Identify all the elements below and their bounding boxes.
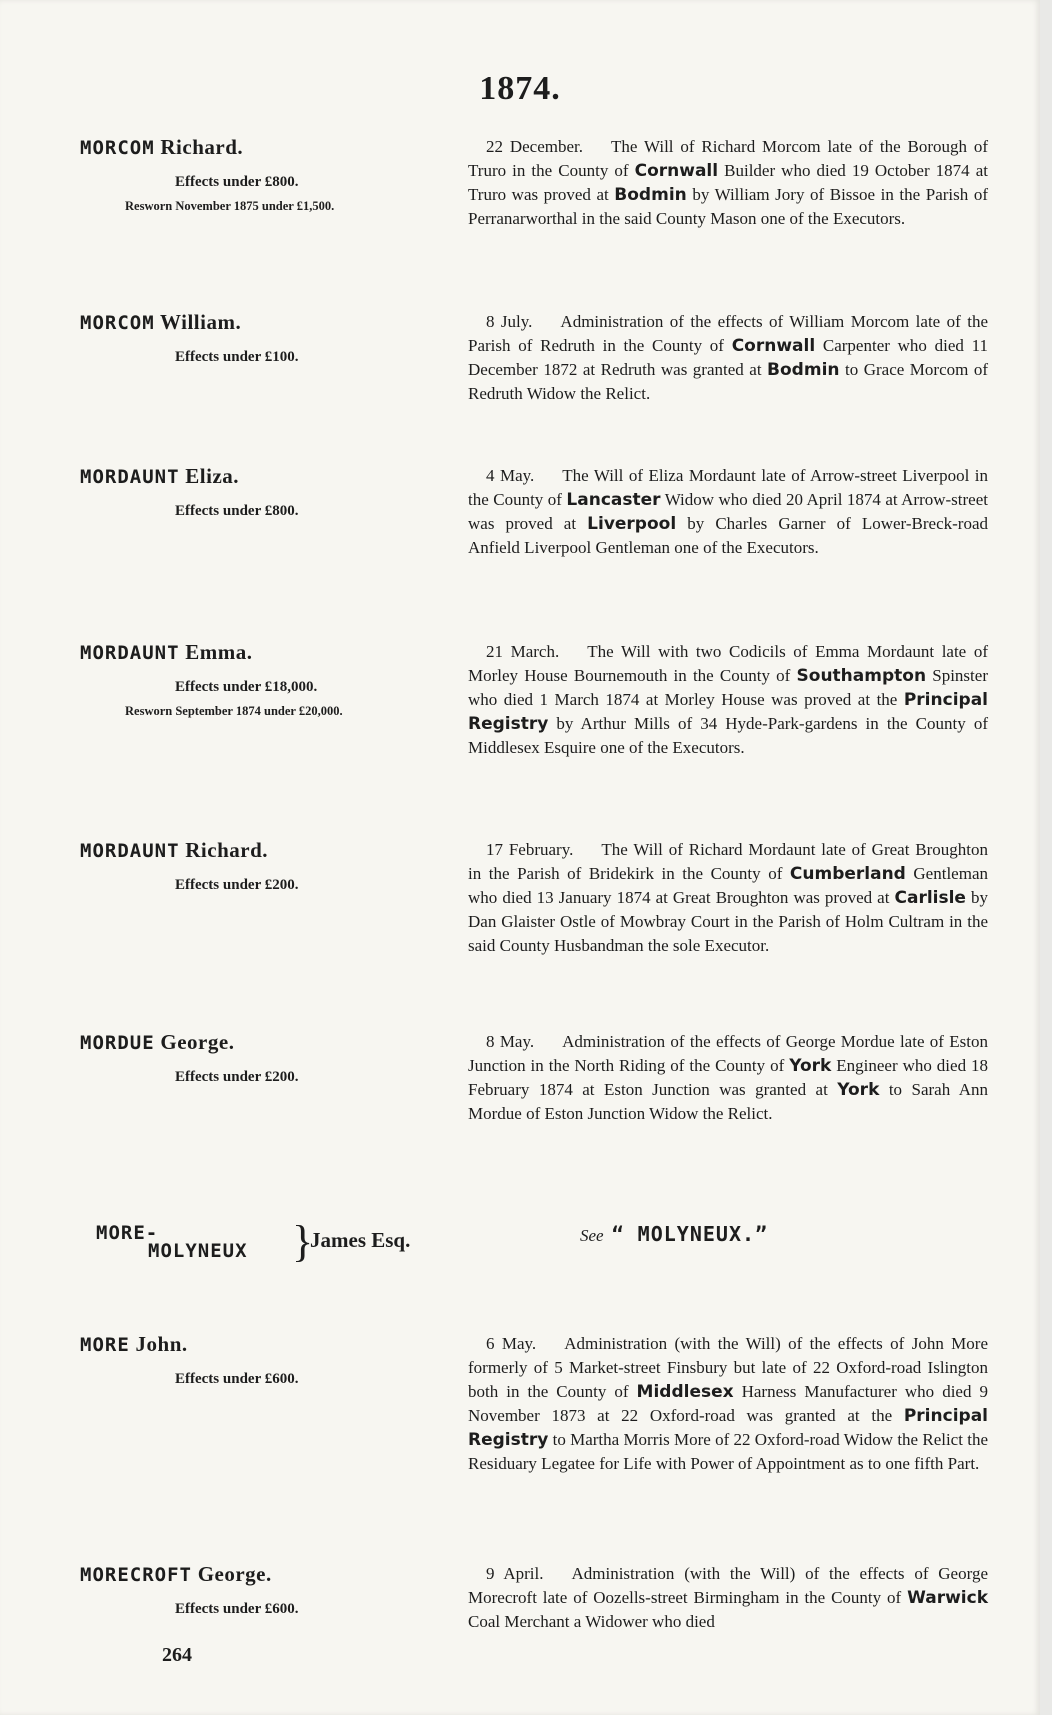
entry-name-block [80, 1332, 450, 1388]
county-name: Cornwall [731, 336, 816, 356]
given-name: William. [160, 310, 242, 334]
entry-name [80, 838, 450, 863]
text-part: to Grace Morcom of Redruth Widow the Relict. [468, 360, 988, 403]
page-number: 264 [162, 1644, 192, 1666]
text-part: to Martha Morris More of 22 Oxford-road Widow the Relict the Residuary Legatee for Life with Power of Appointment as to one fifth Part. [468, 1430, 988, 1473]
entry-name-block [80, 1562, 450, 1618]
see-reference [580, 1222, 768, 1247]
county-name: Lancaster [566, 490, 661, 510]
effects-value: Effects under £200. [175, 877, 299, 893]
given-name: George. [197, 1562, 272, 1586]
text-part: Builder who died 19 October 1874 at Truro was proved at [468, 161, 989, 204]
entry-date: 6 May. [486, 1334, 537, 1353]
surname: MORDAUNT [80, 466, 180, 488]
text-part: The Will of Eliza Mordaunt late of Arrow-street Liverpool in the County of [468, 466, 988, 509]
resworn-note: Resworn September 1874 under £20,000. [125, 704, 343, 718]
entry-name [80, 1030, 450, 1055]
entry-date: 8 May. [486, 1032, 535, 1051]
entry-date: 8 July. [486, 312, 533, 331]
page-year: 1874. [479, 70, 561, 107]
surname: MORCOM [80, 312, 155, 334]
entry-date: 4 May. [486, 466, 535, 485]
registry-name: Principal Registry [468, 690, 988, 734]
text-part: to Sarah Ann Mordue of Eston Junction Widow the Relict. [468, 1080, 988, 1123]
given-name: James Esq. [310, 1228, 411, 1252]
see-label: See [580, 1226, 604, 1245]
entry-date: 9 April. [486, 1564, 544, 1583]
registry-name: York [837, 1080, 880, 1100]
entry-date: 22 December. [486, 137, 584, 156]
text-part: Harness Manufacturer who died 9 November 1873 at 22 Oxford-road was granted at the [468, 1382, 988, 1425]
text-part: by Arthur Mills of 34 Hyde-Park-gardens in the County of Middlesex Esquire one of the Executors. [468, 714, 988, 757]
text-part: Administration (with the Will) of the effects of George Morecroft late of Oozells-street Birmingham in the County of [468, 1564, 988, 1607]
county-name: York [789, 1056, 832, 1076]
see-target: “ MOLYNEUX.” [611, 1222, 769, 1246]
entry-name-block [80, 310, 450, 366]
entry-text [468, 1030, 988, 1126]
county-name: Cumberland [789, 864, 906, 884]
text-part: Spinster who died 1 March 1874 at Morley House was proved at the [468, 666, 988, 709]
text-part: Gentleman who died 13 January 1874 at Great Broughton was proved at [468, 864, 988, 907]
entry-date: 21 March. [486, 642, 560, 661]
given-name: John. [135, 1332, 188, 1356]
text-part: Widow who died 20 April 1874 at Arrow-street was proved at [468, 490, 989, 533]
effects-value: Effects under £800. [175, 503, 299, 519]
entry-name [80, 464, 450, 489]
entry-name-block [80, 464, 450, 520]
text-part: Engineer who died 18 February 1874 at Eston Junction was granted at [468, 1056, 989, 1099]
text-part: by William Jory of Bissoe in the Parish of Perranarworthal in the said County Mason one of the Executors. [468, 185, 988, 228]
surname: MORE [80, 1334, 130, 1356]
registry-name: Bodmin [767, 360, 840, 380]
surname: MORDAUNT [80, 642, 180, 664]
brace-icon: } [292, 1217, 314, 1266]
given-name: Richard. [185, 838, 269, 862]
text-part: Coal Merchant a Widower who died [468, 1612, 715, 1631]
text-part: The Will of Richard Morcom late of the Borough of Truro in the County of [468, 137, 988, 180]
registry-name: Principal Registry [468, 1406, 988, 1450]
county-name: Middlesex [636, 1382, 734, 1402]
text-part: The Will with two Codicils of Emma Mordaunt late of Morley House Bournemouth in the County of [468, 642, 988, 685]
given-name: George. [160, 1030, 235, 1054]
given-name: Emma. [185, 640, 253, 664]
surname: MORDAUNT [80, 840, 180, 862]
entry-name [80, 135, 450, 160]
text-part: by Dan Glaister Ostle of Mowbray Court in the Parish of Holm Cultram in the said County Husbandman the sole Executor. [468, 888, 989, 955]
surname: MORDUE [80, 1032, 155, 1054]
registry-name: Liverpool [587, 514, 677, 534]
entry-text [468, 310, 988, 406]
entry-name-block [80, 1030, 450, 1086]
surname-first-part: MORE- [96, 1222, 159, 1244]
entry-name [80, 1332, 450, 1357]
county-name: Cornwall [634, 161, 719, 181]
cross-reference-more-molyneux [0, 1217, 1040, 1292]
effects-value: Effects under £600. [175, 1371, 299, 1387]
compound-name [96, 1217, 456, 1282]
text-part: by Charles Garner of Lower-Breck-road Anfield Liverpool Gentleman one of the Executors. [468, 514, 988, 557]
surname-second-part: MOLYNEUX [148, 1240, 248, 1262]
entry-name-block [80, 640, 450, 719]
text-part: Administration (with the Will) of the effects of John More formerly of 5 Market-street Finsbury but late of 22 Oxford-road Islington both in the County of [468, 1334, 989, 1401]
entry-text [468, 1562, 988, 1634]
text-part: The Will of Richard Mordaunt late of Great Broughton in the Parish of Bridekirk in the County of [468, 840, 989, 883]
entry-text [468, 838, 988, 958]
entry-text [468, 640, 988, 760]
entry-name-block [80, 135, 450, 214]
effects-value: Effects under £800. [175, 174, 299, 190]
entry-name [80, 310, 450, 335]
effects-value: Effects under £600. [175, 1601, 299, 1617]
county-name: Southampton [796, 666, 927, 686]
entry-date: 17 February. [486, 840, 574, 859]
registry-name: Carlisle [894, 888, 966, 908]
resworn-note: Resworn November 1875 under £1,500. [125, 199, 335, 213]
text-part: Administration of the effects of William Morcom late of the Parish of Redruth in the County of [468, 312, 988, 355]
text-part: Administration of the effects of George Mordue late of Eston Junction in the North Riding of the County of [468, 1032, 989, 1075]
surname: MORECROFT [80, 1564, 192, 1586]
entry-name [80, 640, 450, 665]
given-name: Richard. [160, 135, 244, 159]
text-part: Carpenter who died 11 December 1872 at Redruth was granted at [468, 336, 988, 379]
effects-value: Effects under £100. [175, 349, 299, 365]
entry-text [468, 1332, 988, 1476]
entry-text [468, 135, 988, 231]
given-name: Eliza. [185, 464, 240, 488]
effects-value: Effects under £200. [175, 1069, 299, 1085]
surname: MORCOM [80, 137, 155, 159]
entry-name [80, 1562, 450, 1587]
entry-name-block [80, 838, 450, 894]
county-name: Warwick [907, 1588, 988, 1608]
effects-value: Effects under £18,000. [175, 679, 318, 695]
registry-name: Bodmin [614, 185, 687, 205]
entry-text [468, 464, 988, 560]
